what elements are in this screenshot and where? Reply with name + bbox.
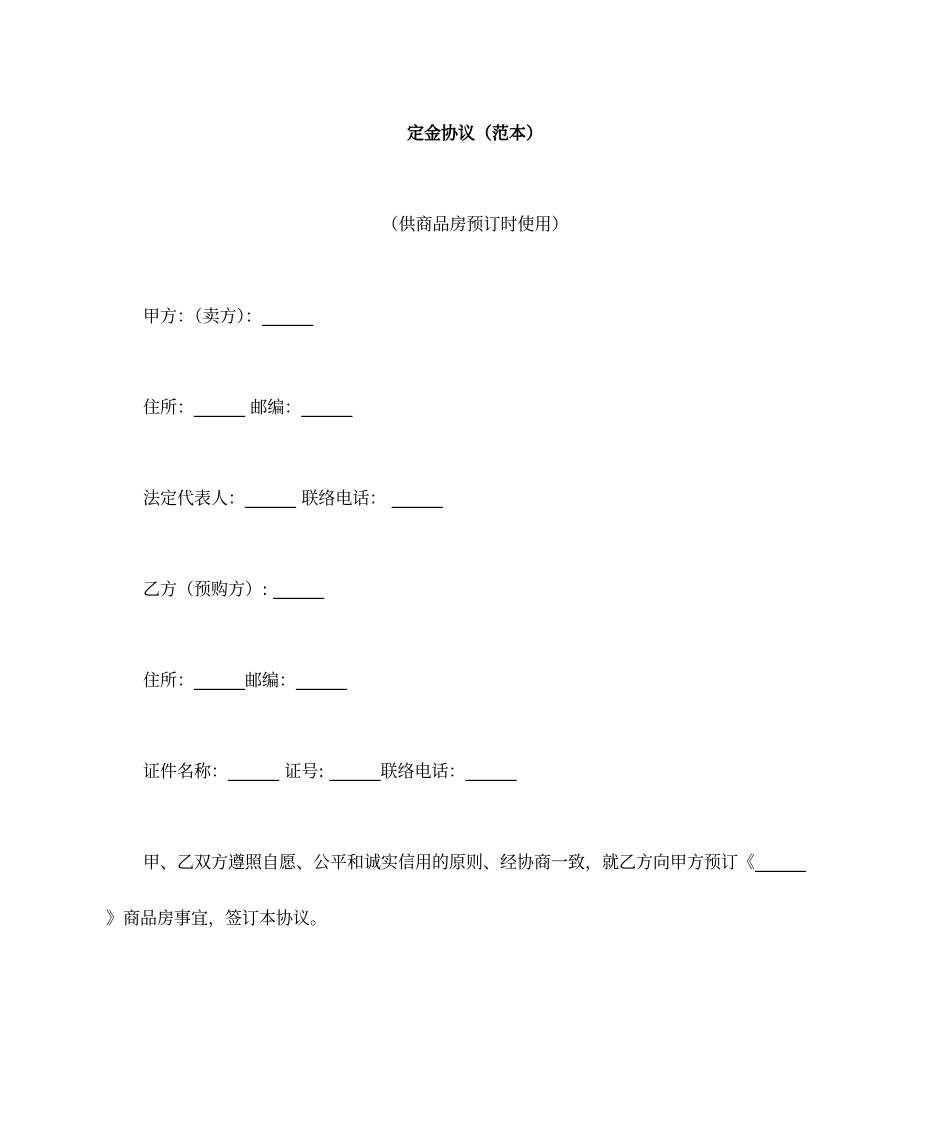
party-a-representative-field: 法定代表人：______ 联络电话： ______	[143, 489, 443, 509]
party-a-address-field: 住所：______ 邮编：______	[143, 398, 353, 418]
agreement-paragraph-line-2: 》商品房事宜，签订本协议。	[106, 909, 327, 929]
agreement-paragraph-line-1: 甲、乙双方遵照自愿、公平和诚实信用的原则、经协商一致，就乙方向甲方预订《______	[143, 853, 806, 873]
party-b-field: 乙方（预购方）: ______	[143, 580, 325, 600]
party-a-field: 甲方：（卖方）：______	[143, 307, 313, 327]
party-b-address-field: 住所：______邮编：______	[143, 671, 347, 691]
document-subtitle: （供商品房预订时使用）	[381, 215, 569, 235]
party-b-id-field: 证件名称：______ 证号: ______联络电话：______	[143, 762, 517, 782]
document-title: 定金协议（范本）	[407, 124, 543, 144]
